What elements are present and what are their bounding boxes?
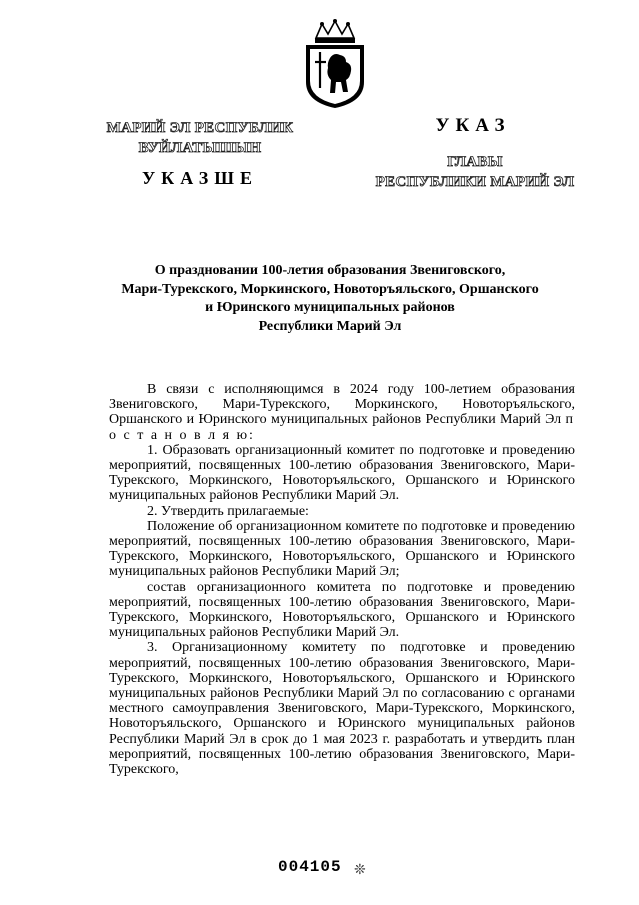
header-right-decree: УКАЗ (435, 115, 511, 136)
header-right-line2: РЕСПУБЛИКИ МАРИЙ ЭЛ (375, 174, 575, 190)
document-number: 004105 (278, 858, 342, 876)
item-2-composition: состав организационного комитета по подготовке и проведению мероприятий, посвященных 100-летию образования Звениговского, Мари-Турекского, Моркинского, Новоторъяльского, Оршанского и Юринского муниципальных районов Республики Марий Эл. (109, 579, 575, 641)
header-left-decree: УКАЗШЕ (141, 168, 259, 188)
title-line: О праздновании 100-летия образования Звениговского, (154, 263, 506, 278)
ornament-mark: ❊ (354, 863, 366, 878)
decree-body (109, 382, 575, 777)
header-left-line2: ВУЙЛАТЫШЫН (138, 140, 262, 156)
header-left-line1: МАРИЙ ЭЛ РЕСПУБЛИК (106, 120, 294, 136)
title-line: Республики Марий Эл (258, 318, 402, 334)
item-2-regulation: Положение об организационном комитете по подготовке и проведению мероприятий, посвященных 100-летию образования Звениговского, Мари-Турекского, Моркинского, Новоторъяльского, Оршанского и Юринского муниципальных районов Республики Марий Эл; (109, 518, 575, 580)
intro-text: В связи с исполняющимся в 2024 году 100-летием образования Звениговского, Мари-Турекского, Моркинского, Новоторъяльского, Оршанского и Юринского муниципальных районов Республики Марий Эл (109, 382, 575, 428)
coat-of-arms-emblem (300, 18, 370, 110)
decree-title (60, 262, 600, 336)
resolve-word: п о с т а н о в л я ю: (109, 412, 575, 443)
header-right-line1: ГЛАВЫ (447, 154, 503, 170)
item-2: 2. Утвердить прилагаемые: (147, 503, 309, 519)
intro-paragraph (109, 382, 575, 443)
item-1: 1. Образовать организационный комитет по подготовке и проведению мероприятий, посвященных 100-летию образования Звениговского, Мари-Турекского, Моркинского, Новоторъяльского, Оршанского и Юринского муниципальных районов Республики Марий Эл. (109, 442, 575, 504)
title-line: и Юринского муниципальных районов (205, 300, 455, 315)
item-3: 3. Организационному комитету по подготовке и проведению мероприятий, посвященных 100-летию образования Звениговского, Мари-Турекского, Моркинского, Новоторъяльского, Оршанского и Юринского муниципальных районов Республики Марий Эл по согласованию с органами местного самоуправления Звениговского, Мари-Турекского, Моркинского, Новоторъяльского, Оршанского и Юринского муниципальных районов Республики Марий Эл в срок до 1 мая 2023 г. разработать и утвердить план мероприятий, посвященных 100-летию образования Звениговского, Мари-Турекского, (109, 640, 575, 778)
title-line: Мари-Турекского, Моркинского, Новоторъяльского, Оршанского (121, 281, 539, 297)
